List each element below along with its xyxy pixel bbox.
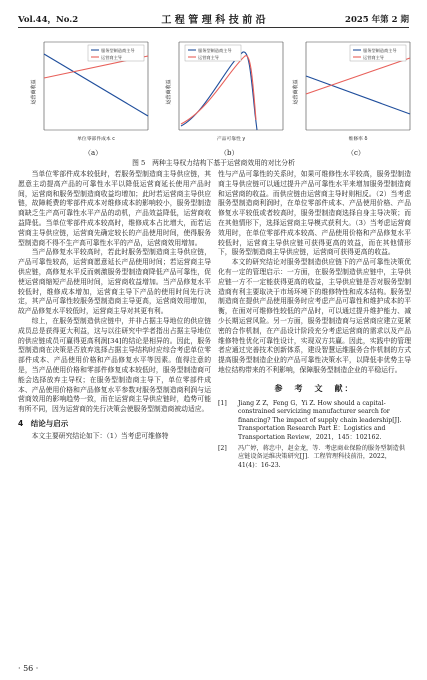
paragraph: 本文的研究结论对服务型制造供应链下的产品可靠性决策优化有一定的管理启示：一方面，在服务型制造供应链中，主导供应链一方不一定能获得更高的收益，主导供应链是否对服务型制造商有利主要取决于市场环境下的维修特性和成本结构。服务型制造商在提供产品使用服务时应考虑产品可靠性和维护成本的平衡，在面对可维修性较低的产品时，可以通过提升维护能力、减少长期运营风险。另一方面，服务型制造商与运营商应建立更紧密的合作机制，在产品设计阶段充分考虑运营商的需求以及产品维修特性优化可靠性设计，实现双方共赢。因此，实践中的管理者应通过完善技术创新体系，建设智慧运维服务合作机制的方式提高服务型制造企业的产品可靠性决策水平，以降低非优势主导地位结构带来的不利影响，保障服务型制造企业的平稳运行。 <box>218 258 411 374</box>
running-header <box>0 0 427 28</box>
figure-panel-b <box>165 34 289 146</box>
paragraph: 当产品修复水平较高时，若此时服务型制造商主导供应链，产品可靠性较高，运营商愿意延长产品使用时间；若运营商主导供应链，高修复水平反而刺激服务型制造商降低产品可靠性，促使运营商缩短产品使用时间，运营商收益增加。当产品修复水平较低时，维修成本增加，运营商主导下产品的使用时间先行决定，其产品可靠性较服务型制造商主导更高，运营商效用增加，故产品修复水平较低时，运营商主导对其更有利。 <box>18 248 211 316</box>
figure-panel-a <box>30 34 154 146</box>
series-line-manufacturer <box>44 54 148 116</box>
legend-item: 运营商主导 <box>101 54 122 60</box>
volume-label: Vol.44，No.2 <box>18 15 79 25</box>
legend-item: 运营商主导 <box>198 54 219 60</box>
paragraph: 当单位零部件成本较低时，若服务型制造商主导供应链，其愿意主动提高产品的可靠性水平以降低运营商延长使用产品时间，运营商和服务型制造商收益均增加；此时若运营商主导供应链，故障耗费的零部件成本对维修成本的影响较小，服务型制造商缺乏生产高可靠性水平产品的动机，产品效益降低，运营商收益降低。当单位零部件成本较高时，维修成本占比增大，而若运营商主导供应链，运营商先确定较长的产品使用时间，使得服务型制造商不得不生产高可靠性水平的产品，运营商效用增加。 <box>18 170 211 247</box>
y-axis-label: 运营商收益 <box>31 79 37 105</box>
reference-item <box>218 445 411 471</box>
panel-label-b: （b） <box>220 149 239 157</box>
panel-label-a: （a） <box>84 149 103 157</box>
reference-number: [1] <box>218 399 227 407</box>
legend-item: 服务型制造商主导 <box>198 47 232 53</box>
series-curve-manufacturer <box>181 52 257 130</box>
reference-text: 冯广婷，蒋忠中，赵金龙，等．考虑商业保险的服务型制造供应链设备运维决策研究[J]．工程管理科技前沿，2022，41(4)：16-23. <box>238 444 406 469</box>
reference-item <box>218 400 411 443</box>
legend-item: 运营商主导 <box>363 54 384 60</box>
series-line-manufacturer <box>306 76 410 114</box>
paragraph: 综上，在服务型制造供应链中，并非占据主导地位的供应链成员总是获得更大利益，这与以往研究中学者指出占据主导地位的供应链成员可赢得更高利润[34]的结论是相异的。因此，服务型制造商在决策是否放弃选择占据主导结构时应综合考虑单位零部件成本、产品使用价格和产品修复水平等因素。值得注意的是，当产品使用价格和零部件修复成本较低时，服务型制造商可能会选择放弃主导权；在服务型制造商主导下，单位零部件成本、产品使用价格和产品修复水平参数对服务型制造商利润与运营商效用的影响趋势一致，而在运营商主导供应链时，趋势可能有所不同，因为运营商的先行决策会使服务型制造商被动适应。 <box>18 316 211 414</box>
references-heading: 参 考 文 献： <box>274 383 355 393</box>
panel-label-c: （c） <box>347 149 365 157</box>
reference-text: Jiang Z Z，Feng G，Yi Z. How should a capital-constrained servicizing manufacturer search for financing? The impact of supply chain leadership[J]. Transportation Research Part E：Logistics and Transportation Review，2021，145：102162. <box>238 399 402 441</box>
paragraph: 本文主要研究结论如下：（1）当考虑可维修特 <box>31 431 169 440</box>
x-axis-label: 单位零部件成本 c <box>77 137 115 142</box>
x-axis-label: 产品可靠性 y <box>216 137 246 142</box>
left-column <box>18 170 211 442</box>
header-rule <box>18 27 409 28</box>
journal-title: 工 程 管 理 科 技 前 沿 <box>161 15 266 26</box>
paragraph: 性与产品可靠性的关系时，如果可维修性水平较高，服务型制造商主导供应链可以通过提升产品可靠性水平来增加服务型制造商和运营商的收益。而供应链由运营商主导时则相反。（2）当考虑服务型制造商利润时，在单位零部件成本、产品使用价格、产品修复水平较低或者较高时，服务型制造商选择自身主导决策；而在其他情形下，选择运营商主导模式获利大。（3）当考虑运营商效用时，在单位零部件成本较高、产品使用价格和产品修复水平较低时，运营商主导供应链可获得更高的效益，而在其他情形下，服务型制造商主导供应链，运营商可获得更高的收益。 <box>218 170 411 257</box>
page-number: · 56 · <box>18 664 39 673</box>
figure-panel-c <box>292 34 416 146</box>
section-heading: 4 结论与启示 <box>18 418 69 428</box>
x-axis-label: 维修率 δ <box>348 137 368 142</box>
right-column <box>218 170 411 472</box>
legend-item: 服务型制造商主导 <box>363 47 397 53</box>
legend-item: 服务型制造商主导 <box>101 47 135 53</box>
figure-caption: 图 5 两种主导权力结构下基于运营商效用的对比分析 <box>132 159 295 167</box>
series-curve-operator <box>181 56 256 124</box>
y-axis-label: 运营商收益 <box>293 79 299 105</box>
y-axis-label: 运营商收益 <box>166 79 172 105</box>
issue-label: 2025 年第 2 期 <box>345 15 409 25</box>
reference-number: [2] <box>218 444 227 452</box>
series-line-operator <box>306 58 410 94</box>
